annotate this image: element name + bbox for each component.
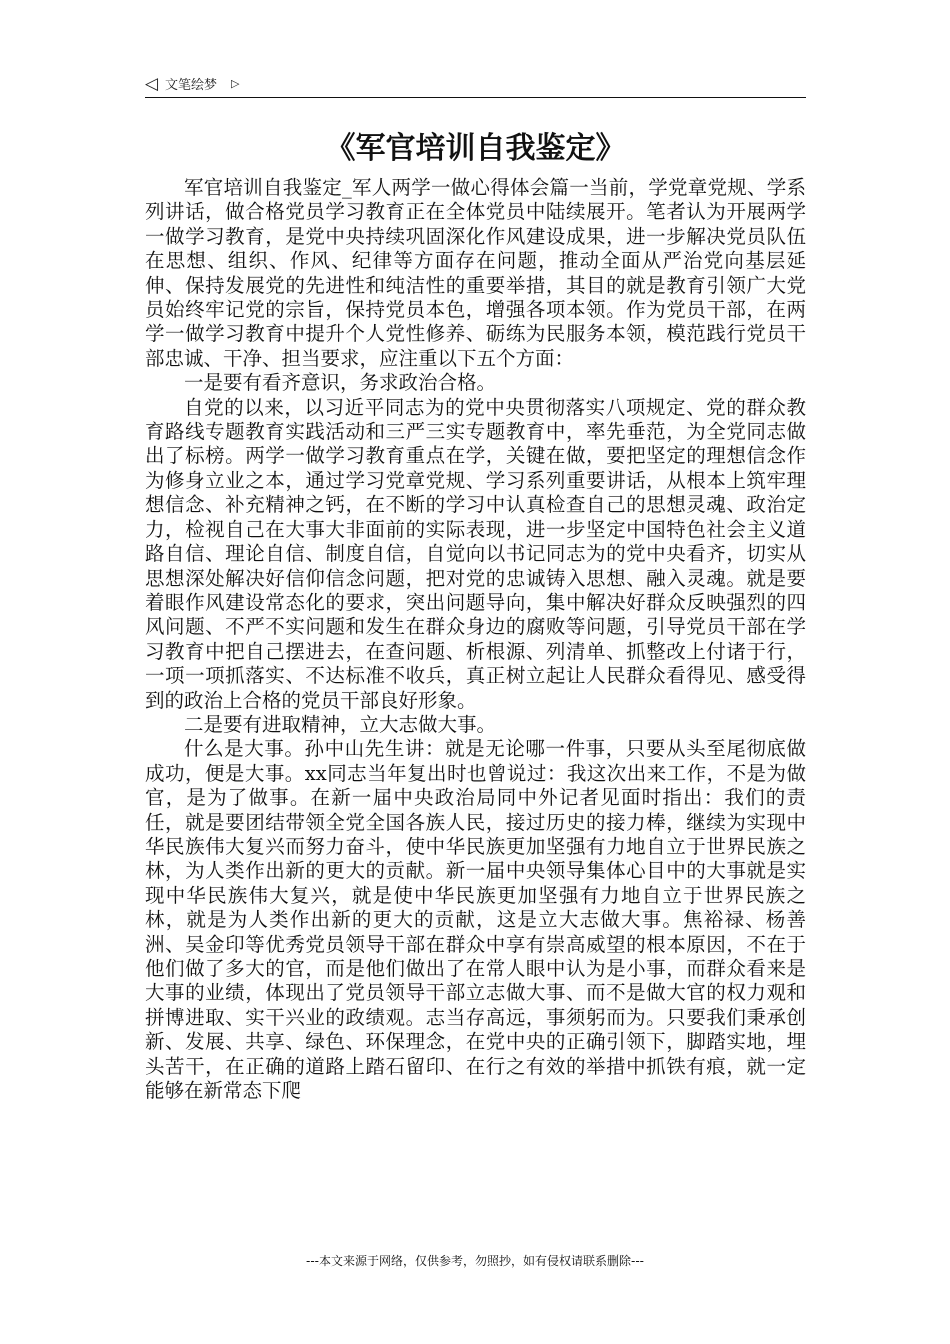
brand-name: 文笔绘梦 bbox=[165, 78, 218, 93]
source-disclaimer: ---本文来源于网络，仅供参考，勿照抄，如有侵权请联系删除--- bbox=[306, 1254, 644, 1268]
document-title: 《军官培训自我鉴定》 bbox=[325, 131, 626, 166]
paragraph-section-2: 什么是大事。孙中山先生讲：就是无论哪一件事，只要从头至尾彻底做成功，便是大事。xx同志当年复出时也曾说过：我这次出来工作，不是为做官，是为了做事。在新一届中央政治局同中外记者见面时指出：我们的责任，就是要团结带领全党全国各族人民，接过历史的接力棒，继续为实现中华民族伟大复兴而努力奋斗，使中华民族更加坚强有力地自立于世界民族之林，为人类作出新的更大的贡献。新一届中央领导集体心目中的大事就是实现中华民族伟大复兴，就是使中华民族更加坚强有力地自立于世界民族之林，就是为人类作出新的更大的贡献，这是立大志做大事。焦裕禄、杨善洲、吴金印等优秀党员领导干部在群众中享有崇高威望的根本原因，不在于他们做了多大的官，而是他们做出了在常人眼中认为是小事，而群众看来是大事的业绩，体现出了党员领导干部立志做大事、而不是做大官的权力观和拼博进取、实干兴业的政绩观。志当存高远，事须躬而为。只要我们秉承创新、发展、共享、绿色、环保理念，在党中央的正确引领下，脚踏实地，埋头苦干，在正确的道路上踏石留印、在行之有效的举措中抓铁有痕，就一定能够在新常态下爬 bbox=[145, 737, 806, 1103]
paragraph-section-1: 自党的以来，以习近平同志为的党中央贯彻落实八项规定、党的群众教育路线专题教育实践活动和三严三实专题教育中，率先垂范，为全党同志做出了标榜。两学一做学习教育重点在学，关键在做，要把坚定的理想信念作为修身立业之本，通过学习党章党规、学习系列重要讲话，从根本上筑牢理想信念、补充精神之钙，在不断的学习中认真检查自己的思想灵魂、政治定力，检视自己在大事大非面前的实际表现，进一步坚定中国特色社会主义道路自信、理论自信、制度自信，自觉向以书记同志为的党中央看齐，切实从思想深处解决好信仰信念问题，把对党的忠诚铸入思想、融入灵魂。就是要着眼作风建设常态化的要求，突出问题导向，集中解决好群众反映强烈的四风问题、不严不实问题和发生在群众身边的腐败等问题，引导党员干部在学习教育中把自己摆进去，在查问题、析根源、列清单、抓整改上付诸于行，一项一项抓落实、不达标准不收兵，真正树立起让人民群众看得见、感受得到的政治上合格的党员干部良好形象。 bbox=[145, 395, 806, 712]
paragraph-intro: 军官培训自我鉴定_军人两学一做心得体会篇一当前，学党章党规、学系列讲话，做合格党员学习教育正在全体党员中陆续展开。笔者认为开展两学一做学习教育，是党中央持续巩固深化作风建设成果，进一步解决党员队伍在思想、组织、作风、纪律等方面存在问题，推动全面从严治党向基层延伸、保持发展党的先进性和纯洁性的重要举措，其目的就是教育引领广大党员始终牢记党的宗旨，保持党员本色，增强各项本领。作为党员干部，在两学一做学习教育中提升个人党性修养、砺练为民服务本领，模范践行党员干部忠诚、干净、担当要求，应注重以下五个方面： bbox=[145, 176, 806, 370]
paragraph-heading-1: 一是要有看齐意识，务求政治合格。 bbox=[184, 371, 497, 395]
right-triangle-icon: ▷ bbox=[231, 77, 240, 90]
document-body bbox=[145, 176, 806, 1103]
left-triangle-icon: ◁ bbox=[145, 74, 159, 94]
header-divider bbox=[145, 97, 806, 98]
page-header bbox=[145, 76, 805, 98]
paragraph-heading-2: 二是要有进取精神，立大志做大事。 bbox=[184, 712, 497, 736]
